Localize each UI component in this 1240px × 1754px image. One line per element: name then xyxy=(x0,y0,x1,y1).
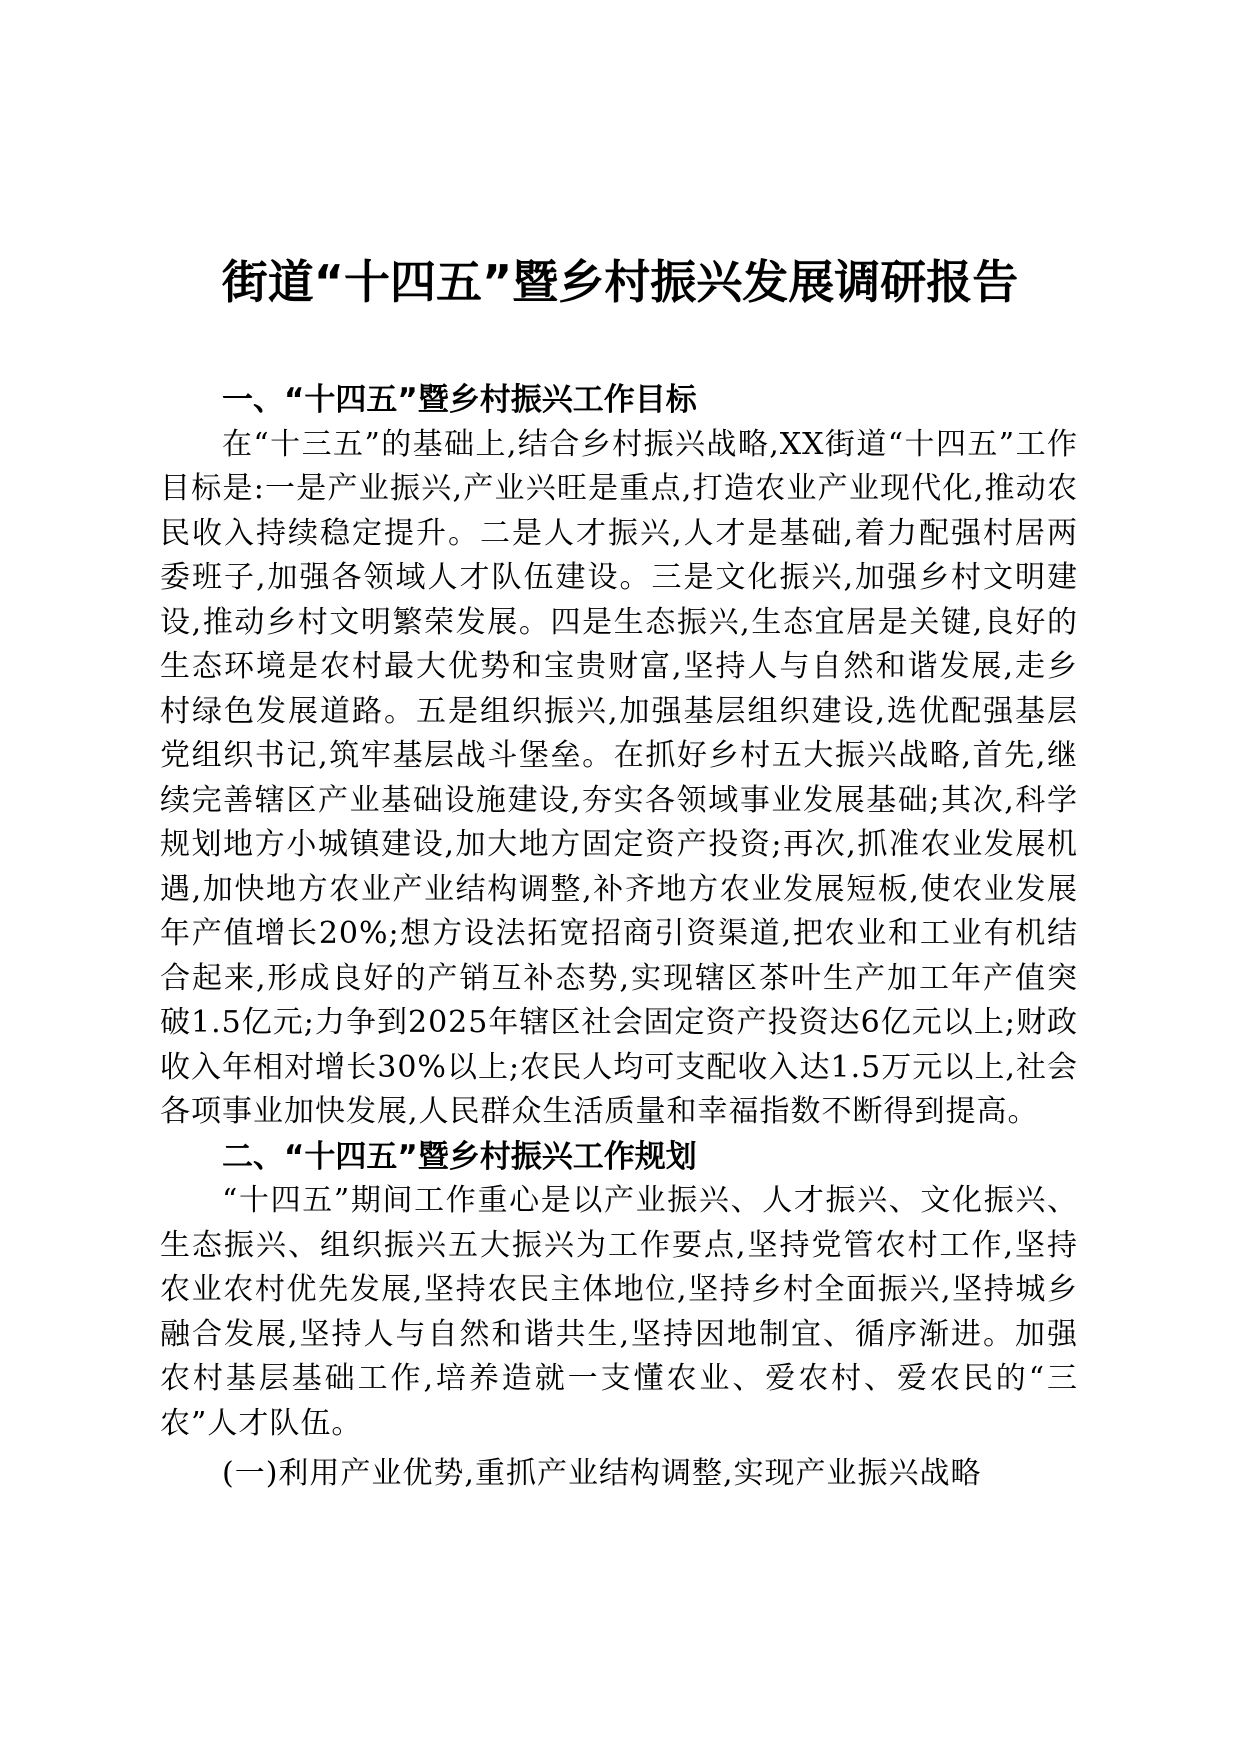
subsection-heading-industry: (一)利用产业优势,重抓产业结构调整,实现产业振兴战略 xyxy=(222,1456,982,1491)
document-title: 街道“十四五”暨乡村振兴发展调研报告 xyxy=(221,255,1019,309)
section-heading-planning: 二、“十四五”暨乡村振兴工作规划 xyxy=(222,1138,697,1175)
section-heading-goals: 一、“十四五”暨乡村振兴工作目标 xyxy=(222,382,697,418)
section-paragraph-planning: “十四五”期间工作重心是以产业振兴、人才振兴、文化振兴、生态振兴、组织振兴五大振兴为工作要点,坚持党管农村工作,坚持农业农村优先发展,坚持农民主体地位,坚持乡村全面振兴,坚持城乡融合发展,坚持人与自然和谐共生,坚持因地制宜、循序渐进。加强农村基层基础工作,培养造就一支懂农业、爱农村、爱农民的“三农”人才队伍。 xyxy=(160,1183,1078,1441)
section-paragraph-goals: 在“十三五”的基础上,结合乡村振兴战略,XX街道“十四五”工作目标是:一是产业振兴,产业兴旺是重点,打造农业产业现代化,推动农民收入持续稳定提升。二是人才振兴,人才是基础,着力配强村居两委班子,加强各领域人才队伍建设。三是文化振兴,加强乡村文明建设,推动乡村文明繁荣发展。四是生态振兴,生态宜居是关键,良好的生态环境是农村最大优势和宝贵财富,坚持人与自然和谐发展,走乡村绿色发展道路。五是组织振兴,加强基层组织建设,选优配强基层党组织书记,筑牢基层战斗堡垒。在抓好乡村五大振兴战略,首先,继续完善辖区产业基础设施建设,夯实各领域事业发展基础;其次,科学规划地方小城镇建设,加大地方固定资产投资;再次,抓准农业发展机遇,加快地方农业产业结构调整,补齐地方农业发展短板,使农业发展年产值增长20%;想方设法拓宽招商引资渠道,把农业和工业有机结合起来,形成良好的产销互补态势,实现辖区茶叶生产加工年产值突破1.5亿元;力争到2025年辖区社会固定资产投资达6亿元以上;财政收入年相对增长30%以上;农民人均可支配收入达1.5万元以上,社会各项事业加快发展,人民群众生活质量和幸福指数不断得到提高。 xyxy=(160,426,1078,1129)
document-body xyxy=(160,378,1078,1497)
